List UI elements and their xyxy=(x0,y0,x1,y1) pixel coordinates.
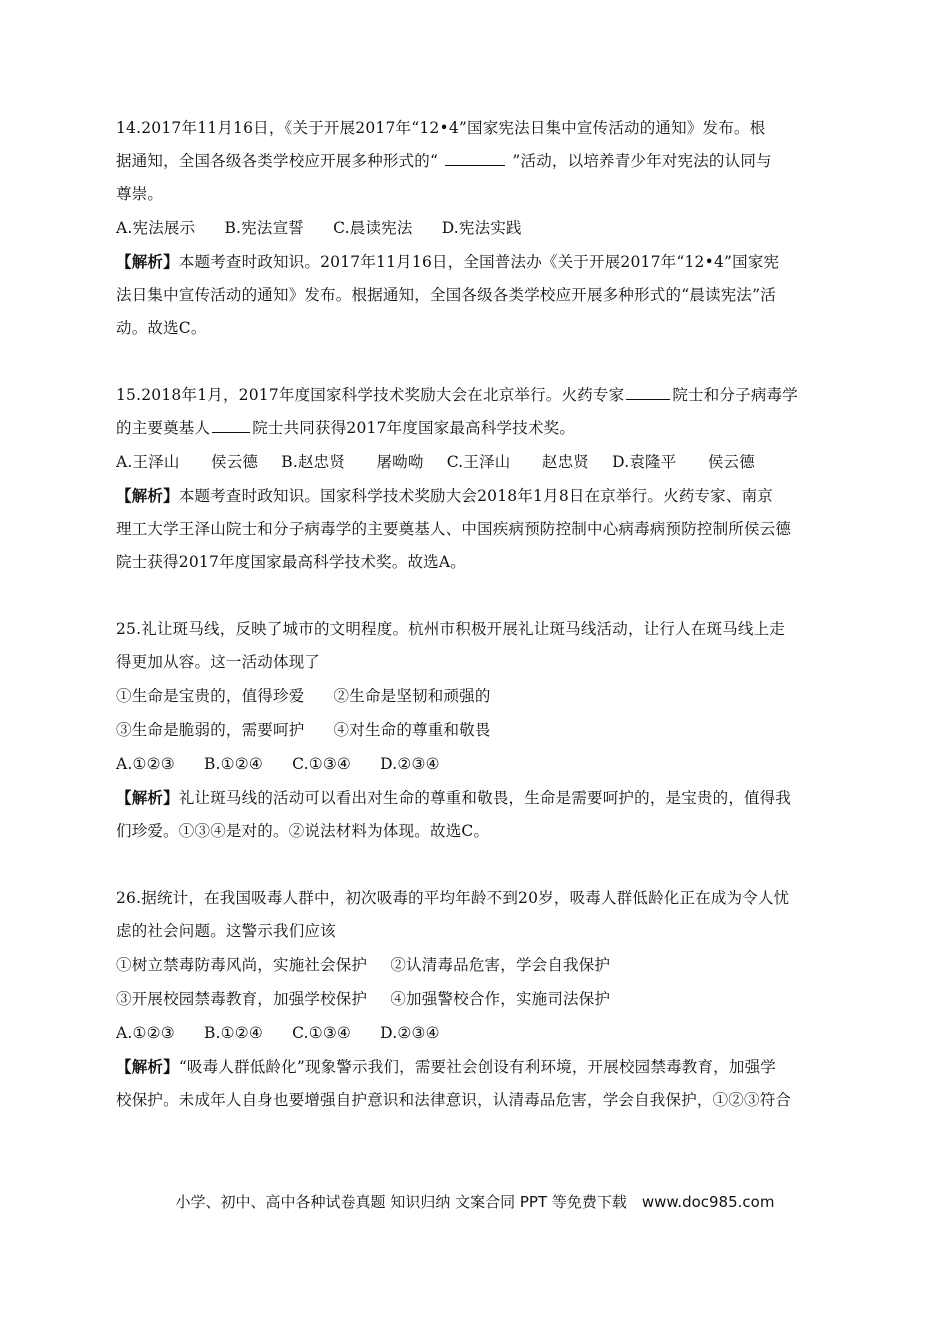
statement-row xyxy=(116,948,838,982)
option-b: B.赵忠贤 屠呦呦 xyxy=(281,453,424,471)
analysis-label: 【解析】 xyxy=(116,788,179,807)
statement-item: ④加强警校合作，实施司法保护 xyxy=(390,990,611,1008)
option-c: C.①③④ xyxy=(292,755,352,773)
options-row xyxy=(116,1016,838,1050)
analysis-text: 本题考查时政知识。2017年11月16日，全国普法办《关于开展2017年“12•4”国家宪 xyxy=(178,253,780,271)
question-26 xyxy=(116,882,838,1117)
question-14 xyxy=(116,112,838,345)
statement-item: ②生命是坚韧和顽强的 xyxy=(333,687,491,705)
option-d: D.宪法实践 xyxy=(441,219,522,237)
options-row xyxy=(116,211,838,245)
statement-item: ④对生命的尊重和敬畏 xyxy=(333,721,491,739)
statement-item: ②认清毒品危害，学会自我保护 xyxy=(390,956,611,974)
question-stem-line: 25.礼让斑马线，反映了城市的文明程度。杭州市积极开展礼让斑马线活动，让行人在斑马线上走 xyxy=(116,620,785,638)
question-stem-line xyxy=(116,412,838,445)
statement-row xyxy=(116,982,838,1016)
document-page xyxy=(116,112,838,1151)
analysis-line xyxy=(116,781,838,815)
analysis-line: 动。故选C。 xyxy=(116,319,207,337)
analysis-text: 本题考查时政知识。国家科学技术奖励大会2018年1月8日在京举行。火药专家、南京 xyxy=(178,487,773,505)
question-25 xyxy=(116,613,838,848)
question-stem-text: ”活动，以培养青少年对宪法的认同与 xyxy=(507,152,772,170)
statement-row xyxy=(116,713,838,747)
question-stem-line: 虑的社会问题。这警示我们应该 xyxy=(116,922,336,940)
option-b: B.宪法宣誓 xyxy=(224,219,304,237)
answer-blank xyxy=(212,431,250,433)
analysis-line xyxy=(116,479,838,513)
statement-item: ①生命是宝贵的，值得珍爱 xyxy=(116,687,305,705)
analysis-label: 【解析】 xyxy=(116,486,179,505)
option-d: D.袁隆平 侯云德 xyxy=(612,453,755,471)
option-a: A.宪法展示 xyxy=(116,219,196,237)
question-stem-line xyxy=(116,379,838,412)
question-stem-text: 15.2018年1月，2017年度国家科学技术奖励大会在北京举行。火药专家 xyxy=(116,386,625,404)
option-c: C.晨读宪法 xyxy=(333,219,413,237)
analysis-line: 理工大学王泽山院士和分子病毒学的主要奠基人、中国疾病预防控制中心病毒病预防控制所侯云德 xyxy=(116,520,792,538)
options-row xyxy=(116,747,838,781)
analysis-line xyxy=(116,245,838,279)
analysis-line: 校保护。未成年人自身也要增强自护意识和法律意识，认清毒品危害，学会自我保护，①②③符合 xyxy=(116,1091,792,1109)
question-stem-text: 的主要奠基人 xyxy=(116,419,211,437)
statement-item: ①树立禁毒防毒风尚，实施社会保护 xyxy=(116,956,368,974)
analysis-line: 们珍爱。①③④是对的。②说法材料为体现。故选C。 xyxy=(116,822,490,840)
answer-blank xyxy=(626,398,670,400)
statement-item: ③生命是脆弱的，需要呵护 xyxy=(116,721,305,739)
question-stem-line: 尊崇。 xyxy=(116,185,164,203)
page-footer: 小学、初中、高中各种试卷真题 知识归纳 文案合同 PPT 等免费下载 www.doc985.com xyxy=(175,1193,775,1211)
option-d: D.②③④ xyxy=(380,1024,440,1042)
option-c: C.①③④ xyxy=(292,1024,352,1042)
question-stem-line: 14.2017年11月16日，《关于开展2017年“12•4”国家宪法日集中宣传活动的通知》发布。根 xyxy=(116,119,766,137)
question-stem-line: 得更加从容。这一活动体现了 xyxy=(116,653,321,671)
analysis-text: 礼让斑马线的活动可以看出对生命的尊重和敬畏，生命是需要呵护的，是宝贵的，值得我 xyxy=(178,789,792,807)
question-stem-text: 据通知，全国各级各类学校应开展多种形式的“ xyxy=(116,152,444,170)
question-stem-line: 26.据统计，在我国吸毒人群中，初次吸毒的平均年龄不到20岁，吸毒人群低龄化正在成为令人忧 xyxy=(116,889,790,907)
question-stem-text: 院士共同获得2017年度国家最高科学技术奖。 xyxy=(252,419,576,437)
statement-item: ③开展校园禁毒教育，加强学校保护 xyxy=(116,990,368,1008)
options-row xyxy=(116,445,838,479)
option-b: B.①②④ xyxy=(203,1024,263,1042)
question-stem-line xyxy=(116,145,838,178)
option-a: A.王泽山 侯云德 xyxy=(116,453,259,471)
option-a: A.①②③ xyxy=(116,755,175,773)
option-c: C.王泽山 赵忠贤 xyxy=(446,453,589,471)
answer-blank xyxy=(445,164,505,166)
statement-row xyxy=(116,679,838,713)
analysis-line: 法日集中宣传活动的通知》发布。根据通知，全国各级各类学校应开展多种形式的“晨读宪法”活 xyxy=(116,286,776,304)
option-b: B.①②④ xyxy=(203,755,263,773)
question-stem-text: 院士和分子病毒学 xyxy=(672,386,798,404)
question-15 xyxy=(116,379,838,579)
analysis-label: 【解析】 xyxy=(116,1057,179,1076)
analysis-text: “吸毒人群低龄化”现象警示我们，需要社会创设有利环境，开展校园禁毒教育，加强学 xyxy=(178,1058,776,1076)
analysis-label: 【解析】 xyxy=(116,252,179,271)
analysis-line: 院士获得2017年度国家最高科学技术奖。故选A。 xyxy=(116,553,466,571)
analysis-line xyxy=(116,1050,838,1084)
option-d: D.②③④ xyxy=(380,755,440,773)
option-a: A.①②③ xyxy=(116,1024,175,1042)
